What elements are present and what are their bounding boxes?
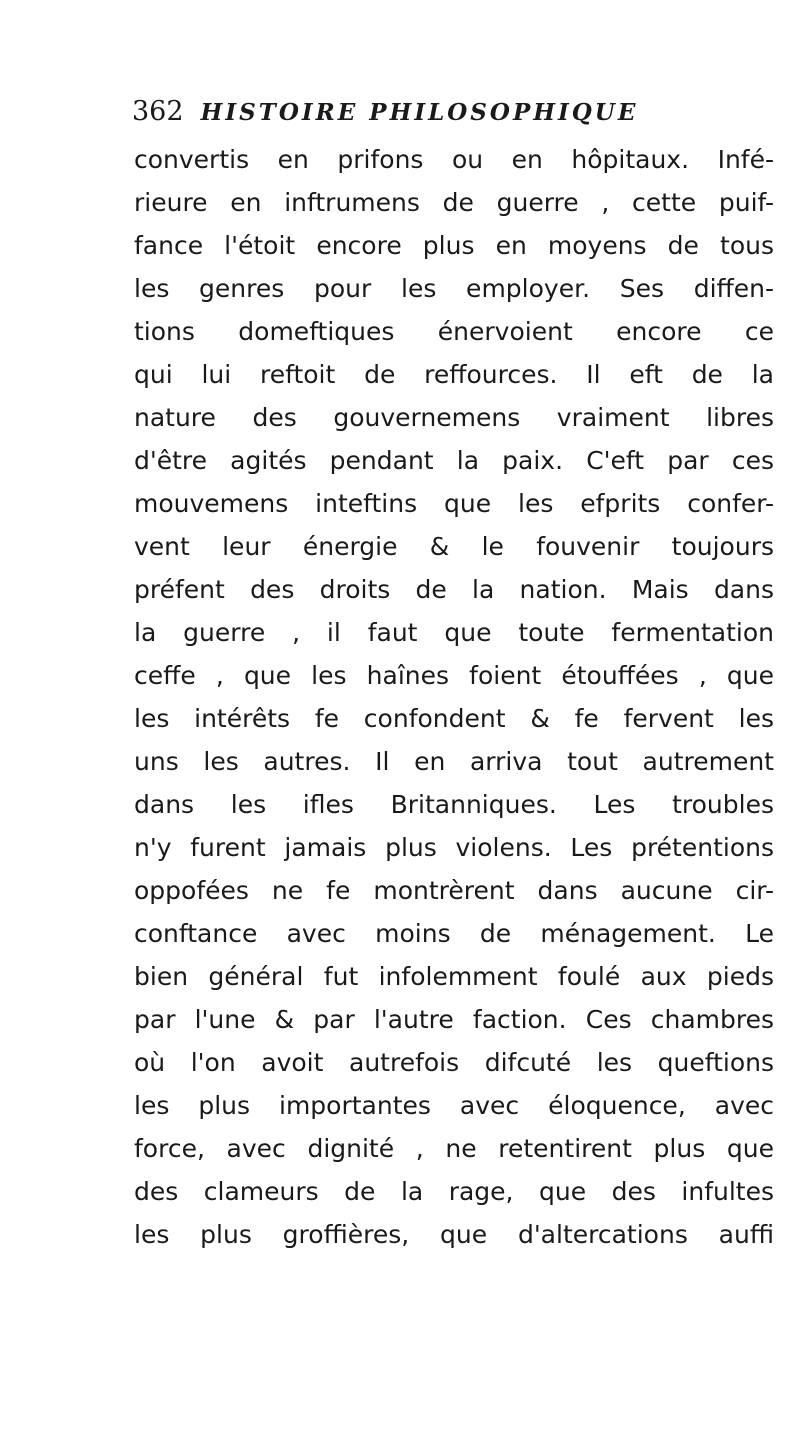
text-line: uns les autres. Il en arriva tout autrement [134,747,774,776]
text-line: des clameurs de la rage, que des infultes [134,1177,774,1206]
text-line: les genres pour les employer. Ses diffen- [134,274,774,303]
text-line: mouvemens inteftins que les efprits confer- [134,489,774,518]
text-line: oppofées ne fe montrèrent dans aucune cir- [134,876,774,905]
text-line: qui lui reftoit de reffources. Il eft de la [134,360,774,389]
running-head [132,92,638,132]
text-line: les plus importantes avec éloquence, avec [134,1091,774,1120]
body-text [134,138,774,1256]
text-line: les intérêts fe confondent & fe fervent les [134,704,774,733]
text-line: rieure en inftrumens de guerre , cette puif- [134,188,774,217]
text-line: bien général fut infolemment foulé aux pieds [134,962,774,991]
text-line: n'y furent jamais plus violens. Les prétentions [134,833,774,862]
text-line: les plus groffières, que d'altercations auffi [134,1220,774,1249]
text-line: tions domeftiques énervoient encore ce [134,317,774,346]
text-line: force, avec dignité , ne retentirent plus que [134,1134,774,1163]
text-line: nature des gouvernemens vraiment libres [134,403,774,432]
text-line: vent leur énergie & le fouvenir toujours [134,532,774,561]
text-line: ceffe , que les haînes foient étouffées , que [134,661,774,690]
running-title: HISTOIRE PHILOSOPHIQUE [200,99,639,126]
text-line: par l'une & par l'autre faction. Ces chambres [134,1005,774,1034]
text-line: conftance avec moins de ménagement. Le [134,919,774,948]
page-number: 362 [132,96,184,127]
text-line: dans les ifles Britanniques. Les troubles [134,790,774,819]
text-line: préfent des droits de la nation. Mais dans [134,575,774,604]
text-line: où l'on avoit autrefois difcuté les queftions [134,1048,774,1077]
text-line: convertis en prifons ou en hôpitaux. Infé- [134,145,774,174]
text-line: d'être agités pendant la paix. C'eft par ces [134,446,774,475]
text-line: la guerre , il faut que toute fermentation [134,618,774,647]
text-line: fance l'étoit encore plus en moyens de tous [134,231,774,260]
